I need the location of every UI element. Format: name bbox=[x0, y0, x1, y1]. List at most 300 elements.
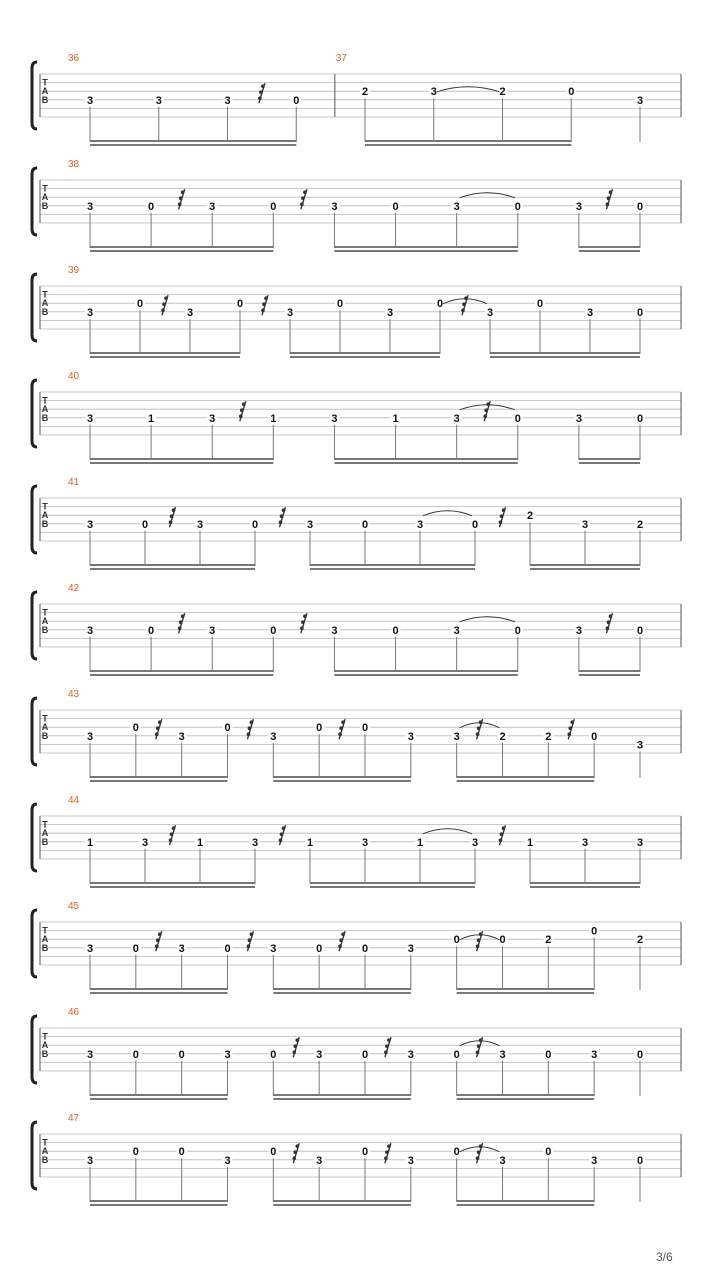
fret-number: 1 bbox=[86, 836, 94, 849]
fret-number: 0 bbox=[270, 624, 277, 637]
rest-flag bbox=[338, 732, 342, 736]
fret-number: 0 bbox=[336, 298, 344, 311]
fret-number: 0 bbox=[361, 722, 369, 735]
tab-clef-letter: B bbox=[41, 200, 49, 211]
beam bbox=[273, 1094, 411, 1096]
beam bbox=[273, 1098, 411, 1100]
rest-flag bbox=[341, 720, 345, 724]
beam bbox=[90, 568, 255, 570]
rest-flag bbox=[484, 408, 488, 412]
fret-number: 0 bbox=[514, 624, 521, 637]
rest-flag bbox=[295, 1038, 299, 1042]
fret-number: 0 bbox=[132, 1048, 139, 1061]
fret-number: 3 bbox=[586, 306, 594, 319]
beam bbox=[90, 882, 255, 884]
rest-flag bbox=[178, 626, 182, 630]
rest-flag bbox=[303, 614, 307, 618]
rest-flag bbox=[384, 1050, 388, 1054]
beam bbox=[273, 1204, 411, 1206]
beam bbox=[290, 352, 440, 354]
beam bbox=[490, 352, 640, 354]
fret-number: 3 bbox=[270, 730, 277, 743]
tab-clef-letter: B bbox=[41, 94, 49, 105]
fret-number: 3 bbox=[386, 306, 394, 319]
beam bbox=[457, 992, 594, 994]
measure-number: 47 bbox=[68, 1113, 80, 1124]
fret-number: 0 bbox=[148, 200, 155, 213]
system-bracket bbox=[32, 62, 37, 129]
rest-flag bbox=[280, 832, 284, 836]
fret-number: 3 bbox=[86, 200, 94, 213]
rest-flag bbox=[384, 1156, 388, 1160]
beam bbox=[579, 674, 640, 676]
beam bbox=[334, 250, 517, 252]
rest-flag bbox=[292, 1156, 296, 1160]
fret-number: 2 bbox=[545, 934, 552, 947]
fret-number: 0 bbox=[270, 200, 277, 213]
rest-flag bbox=[301, 196, 305, 200]
beam bbox=[90, 356, 240, 358]
tab-clef-letter: A bbox=[41, 1146, 49, 1157]
rest-flag bbox=[607, 196, 611, 200]
fret-number: 0 bbox=[636, 412, 644, 425]
beam bbox=[457, 776, 594, 778]
rest-flag bbox=[242, 402, 246, 406]
rest-flag bbox=[339, 938, 343, 942]
rest-flag bbox=[387, 1144, 391, 1148]
fret-number: 0 bbox=[514, 412, 521, 425]
rest-flag bbox=[158, 932, 162, 936]
fret-number: 3 bbox=[306, 518, 314, 531]
fret-number: 3 bbox=[141, 836, 149, 849]
system-bracket bbox=[32, 1016, 37, 1083]
rest-flag bbox=[170, 514, 174, 518]
fret-number: 3 bbox=[453, 200, 460, 213]
rest-flag bbox=[292, 1050, 296, 1054]
rest-flag bbox=[156, 938, 160, 942]
fret-number: 0 bbox=[361, 1146, 369, 1159]
fret-number: 0 bbox=[436, 298, 444, 311]
beam bbox=[90, 462, 273, 464]
fret-number: 0 bbox=[536, 298, 544, 311]
rest-flag bbox=[477, 1044, 481, 1048]
tab-clef-letter: T bbox=[42, 1137, 48, 1148]
fret-number: 0 bbox=[545, 1048, 552, 1061]
system-bracket bbox=[32, 168, 37, 235]
fret-number: 3 bbox=[209, 200, 216, 213]
fret-number: 3 bbox=[224, 94, 231, 107]
fret-number: 0 bbox=[499, 934, 506, 947]
rest-flag bbox=[293, 1150, 297, 1154]
tab-clef-letter: B bbox=[41, 1154, 49, 1165]
fret-number: 3 bbox=[636, 94, 644, 107]
beam bbox=[490, 356, 640, 358]
rest-flag bbox=[464, 296, 468, 300]
fret-number: 0 bbox=[514, 200, 521, 213]
rest-flag bbox=[479, 720, 483, 724]
tab-clef-letter: A bbox=[41, 616, 49, 627]
measure-number: 44 bbox=[68, 795, 80, 806]
fret-number: 3 bbox=[286, 306, 294, 319]
rest-flag bbox=[164, 296, 168, 300]
fret-number: 2 bbox=[499, 86, 506, 99]
rest-flag bbox=[301, 620, 305, 624]
beam bbox=[457, 988, 594, 990]
fret-number: 3 bbox=[331, 624, 338, 637]
beam bbox=[90, 246, 273, 248]
rest-flag bbox=[477, 726, 481, 730]
beam bbox=[310, 882, 475, 884]
fret-number: 1 bbox=[270, 412, 277, 425]
rest-flag bbox=[476, 1050, 480, 1054]
rest-flag bbox=[606, 202, 610, 206]
tab-clef-letter: B bbox=[41, 412, 49, 423]
fret-number: 3 bbox=[196, 518, 204, 531]
fret-number: 0 bbox=[568, 86, 575, 99]
beam bbox=[334, 670, 517, 672]
fret-number: 3 bbox=[178, 730, 185, 743]
fret-number: 0 bbox=[251, 518, 259, 531]
fret-number: 3 bbox=[416, 518, 424, 531]
fret-number: 3 bbox=[251, 836, 259, 849]
beam bbox=[90, 1098, 228, 1100]
fret-number: 0 bbox=[471, 518, 479, 531]
beam bbox=[365, 144, 571, 146]
beam bbox=[457, 1094, 594, 1096]
beam bbox=[90, 250, 273, 252]
rest-flag bbox=[476, 1156, 480, 1160]
rest-flag bbox=[181, 190, 185, 194]
beam bbox=[90, 140, 296, 142]
beam bbox=[90, 670, 273, 672]
fret-number: 0 bbox=[132, 722, 139, 735]
rest-flag bbox=[258, 96, 262, 100]
rest-flag bbox=[169, 520, 173, 524]
fret-number: 0 bbox=[453, 1146, 460, 1159]
fret-number: 1 bbox=[416, 836, 424, 849]
rest-flag bbox=[502, 508, 506, 512]
fret-number: 0 bbox=[392, 200, 399, 213]
measure-number: 40 bbox=[68, 371, 80, 382]
tab-clef-letter: B bbox=[41, 1048, 49, 1059]
rest-flag bbox=[250, 932, 254, 936]
fret-number: 0 bbox=[132, 942, 139, 955]
page-number: 3/6 bbox=[656, 1250, 673, 1264]
rest-flag bbox=[477, 938, 481, 942]
rest-flag bbox=[609, 614, 613, 618]
fret-number: 3 bbox=[331, 412, 338, 425]
measure-number: 41 bbox=[68, 477, 80, 488]
tab-clef-letter: T bbox=[42, 183, 48, 194]
beam bbox=[457, 780, 594, 782]
beam bbox=[273, 780, 411, 782]
beam bbox=[457, 1098, 594, 1100]
fret-number: 3 bbox=[486, 306, 494, 319]
fret-number: 3 bbox=[361, 836, 369, 849]
fret-number: 1 bbox=[392, 412, 399, 425]
rest-flag bbox=[179, 196, 183, 200]
fret-number: 0 bbox=[361, 1048, 369, 1061]
rest-flag bbox=[502, 826, 506, 830]
fret-number: 3 bbox=[581, 518, 589, 531]
fret-number: 3 bbox=[86, 306, 94, 319]
system-bracket bbox=[32, 910, 37, 977]
rest-flag bbox=[387, 1038, 391, 1042]
fret-number: 1 bbox=[148, 412, 155, 425]
fret-number: 3 bbox=[209, 412, 216, 425]
fret-number: 0 bbox=[224, 722, 231, 735]
rest-flag bbox=[461, 308, 465, 312]
rest-flag bbox=[479, 1144, 483, 1148]
rest-flag bbox=[261, 84, 265, 88]
tab-clef-letter: T bbox=[42, 395, 48, 406]
beam bbox=[273, 776, 411, 778]
tab-clef-letter: T bbox=[42, 1031, 48, 1042]
rest-flag bbox=[476, 732, 480, 736]
tab-clef-letter: B bbox=[41, 730, 49, 741]
rest-flag bbox=[261, 308, 265, 312]
fret-number: 3 bbox=[430, 86, 437, 99]
tab-clef-letter: A bbox=[41, 510, 49, 521]
beam bbox=[310, 886, 475, 888]
fret-number: 3 bbox=[636, 836, 644, 849]
beam bbox=[90, 1204, 228, 1206]
rest-flag bbox=[169, 838, 173, 842]
rest-flag bbox=[282, 508, 286, 512]
tab-clef-letter: B bbox=[41, 942, 49, 953]
measure-number: 46 bbox=[68, 1007, 80, 1018]
rest-flag bbox=[479, 932, 483, 936]
fret-number: 3 bbox=[178, 942, 185, 955]
rest-flag bbox=[462, 302, 466, 306]
rest-flag bbox=[248, 938, 252, 942]
rest-flag bbox=[178, 202, 182, 206]
rest-flag bbox=[293, 1044, 297, 1048]
fret-number: 2 bbox=[545, 730, 552, 743]
beam bbox=[90, 992, 228, 994]
beam bbox=[273, 992, 411, 994]
system-bracket bbox=[32, 698, 37, 765]
measure-number: 36 bbox=[68, 53, 80, 64]
tab-clef-letter: T bbox=[42, 289, 48, 300]
fret-number: 3 bbox=[499, 1048, 506, 1061]
rest-flag bbox=[606, 626, 610, 630]
beam bbox=[310, 568, 475, 570]
beam bbox=[334, 462, 517, 464]
beam bbox=[579, 670, 640, 672]
fret-number: 0 bbox=[178, 1048, 185, 1061]
fret-number: 3 bbox=[581, 836, 589, 849]
fret-number: 3 bbox=[86, 1048, 94, 1061]
fret-number: 0 bbox=[236, 298, 244, 311]
rest-flag bbox=[250, 720, 254, 724]
beam bbox=[530, 568, 640, 570]
beam bbox=[90, 1200, 228, 1202]
fret-number: 0 bbox=[636, 1154, 644, 1167]
measure-number: 45 bbox=[68, 901, 80, 912]
beam bbox=[334, 246, 517, 248]
beam bbox=[579, 246, 640, 248]
rest-flag bbox=[499, 520, 503, 524]
rest-flag bbox=[300, 626, 304, 630]
rest-flag bbox=[300, 202, 304, 206]
beam bbox=[579, 458, 640, 460]
system-bracket bbox=[32, 592, 37, 659]
fret-number: 0 bbox=[141, 518, 149, 531]
fret-number: 1 bbox=[196, 836, 204, 849]
fret-number: 3 bbox=[407, 942, 414, 955]
measure-number: 38 bbox=[68, 159, 80, 170]
tab-clef-letter: A bbox=[41, 404, 49, 415]
beam bbox=[90, 564, 255, 566]
beam bbox=[273, 1200, 411, 1202]
beam bbox=[457, 1200, 594, 1202]
beam bbox=[579, 250, 640, 252]
rest-flag bbox=[247, 732, 251, 736]
fret-number: 3 bbox=[316, 1154, 323, 1167]
fret-number: 0 bbox=[636, 306, 644, 319]
rest-flag bbox=[172, 826, 176, 830]
fret-number: 3 bbox=[575, 412, 582, 425]
beam bbox=[90, 776, 228, 778]
rest-flag bbox=[158, 720, 162, 724]
fret-number: 3 bbox=[86, 412, 94, 425]
fret-number: 3 bbox=[471, 836, 479, 849]
fret-number: 3 bbox=[407, 730, 414, 743]
beam bbox=[273, 988, 411, 990]
beam bbox=[90, 988, 228, 990]
tab-clef-letter: A bbox=[41, 828, 49, 839]
fret-number: 3 bbox=[499, 1154, 506, 1167]
rest-flag bbox=[262, 302, 266, 306]
tab-clef-letter: T bbox=[42, 713, 48, 724]
rest-flag bbox=[155, 732, 159, 736]
rest-flag bbox=[567, 732, 571, 736]
fret-number: 3 bbox=[407, 1048, 414, 1061]
rest-flag bbox=[264, 296, 268, 300]
fret-number: 0 bbox=[270, 1048, 277, 1061]
tab-clef-letter: B bbox=[41, 518, 49, 529]
fret-number: 3 bbox=[591, 1048, 598, 1061]
beam bbox=[90, 674, 273, 676]
rest-flag bbox=[161, 308, 165, 312]
tab-clef-letter: T bbox=[42, 501, 48, 512]
beam bbox=[530, 886, 640, 888]
fret-number: 0 bbox=[293, 94, 300, 107]
rest-flag bbox=[385, 1150, 389, 1154]
rest-flag bbox=[162, 302, 166, 306]
fret-number: 0 bbox=[224, 942, 231, 955]
beam bbox=[90, 144, 296, 146]
fret-number: 0 bbox=[148, 624, 155, 637]
rest-flag bbox=[295, 1144, 299, 1148]
tab-clef-letter: T bbox=[42, 819, 48, 830]
fret-number: 3 bbox=[453, 730, 460, 743]
fret-number: 2 bbox=[526, 510, 534, 523]
rest-flag bbox=[279, 838, 283, 842]
rest-flag bbox=[499, 838, 503, 842]
fret-number: 0 bbox=[316, 722, 323, 735]
fret-number: 0 bbox=[178, 1146, 185, 1159]
tab-clef-letter: T bbox=[42, 607, 48, 618]
fret-number: 2 bbox=[361, 86, 369, 99]
rest-flag bbox=[259, 90, 263, 94]
tab-clef-letter: A bbox=[41, 298, 49, 309]
beam bbox=[334, 674, 517, 676]
fret-number: 1 bbox=[306, 836, 314, 849]
tab-clef-letter: B bbox=[41, 836, 49, 847]
rest-flag bbox=[338, 944, 342, 948]
fret-number: 0 bbox=[392, 624, 399, 637]
fret-number: 3 bbox=[209, 624, 216, 637]
rest-flag bbox=[609, 190, 613, 194]
fret-number: 3 bbox=[224, 1048, 231, 1061]
fret-number: 2 bbox=[499, 730, 506, 743]
system-bracket bbox=[32, 804, 37, 871]
fret-number: 0 bbox=[636, 200, 644, 213]
rest-flag bbox=[483, 414, 487, 418]
fret-number: 3 bbox=[270, 942, 277, 955]
fret-number: 3 bbox=[86, 942, 94, 955]
rest-flag bbox=[479, 1038, 483, 1042]
fret-number: 0 bbox=[636, 1048, 644, 1061]
beam bbox=[290, 356, 440, 358]
fret-number: 1 bbox=[526, 836, 534, 849]
system-bracket bbox=[32, 380, 37, 447]
fret-number: 3 bbox=[331, 200, 338, 213]
rest-flag bbox=[280, 514, 284, 518]
fret-number: 3 bbox=[575, 624, 582, 637]
fret-number: 0 bbox=[132, 1146, 139, 1159]
beam bbox=[90, 458, 273, 460]
fret-number: 0 bbox=[316, 942, 323, 955]
tab-clef-letter: A bbox=[41, 1040, 49, 1051]
fret-number: 0 bbox=[361, 942, 369, 955]
measure-number: 37 bbox=[335, 53, 347, 64]
beam bbox=[90, 352, 240, 354]
rest-flag bbox=[179, 620, 183, 624]
fret-number: 0 bbox=[591, 925, 598, 938]
fret-number: 3 bbox=[86, 518, 94, 531]
fret-number: 3 bbox=[316, 1048, 323, 1061]
fret-number: 0 bbox=[270, 1146, 277, 1159]
measure-number: 42 bbox=[68, 583, 80, 594]
tab-clef-letter: T bbox=[42, 77, 48, 88]
rest-flag bbox=[248, 726, 252, 730]
beam bbox=[90, 886, 255, 888]
beam bbox=[90, 780, 228, 782]
rest-flag bbox=[282, 826, 286, 830]
rest-flag bbox=[240, 408, 244, 412]
rest-flag bbox=[155, 944, 159, 948]
rest-flag bbox=[570, 720, 574, 724]
fret-number: 0 bbox=[453, 1048, 460, 1061]
system-bracket bbox=[32, 1122, 37, 1189]
rest-flag bbox=[181, 614, 185, 618]
measure-number: 39 bbox=[68, 265, 80, 276]
fret-number: 3 bbox=[224, 1154, 231, 1167]
system-bracket bbox=[32, 486, 37, 553]
rest-flag bbox=[279, 520, 283, 524]
fret-number: 0 bbox=[636, 624, 644, 637]
fret-number: 0 bbox=[361, 518, 369, 531]
rest-flag bbox=[486, 402, 490, 406]
fret-number: 3 bbox=[636, 739, 644, 752]
fret-number: 3 bbox=[186, 306, 194, 319]
fret-number: 0 bbox=[136, 298, 144, 311]
tab-clef-letter: B bbox=[41, 624, 49, 635]
tab-clef-letter: A bbox=[41, 192, 49, 203]
